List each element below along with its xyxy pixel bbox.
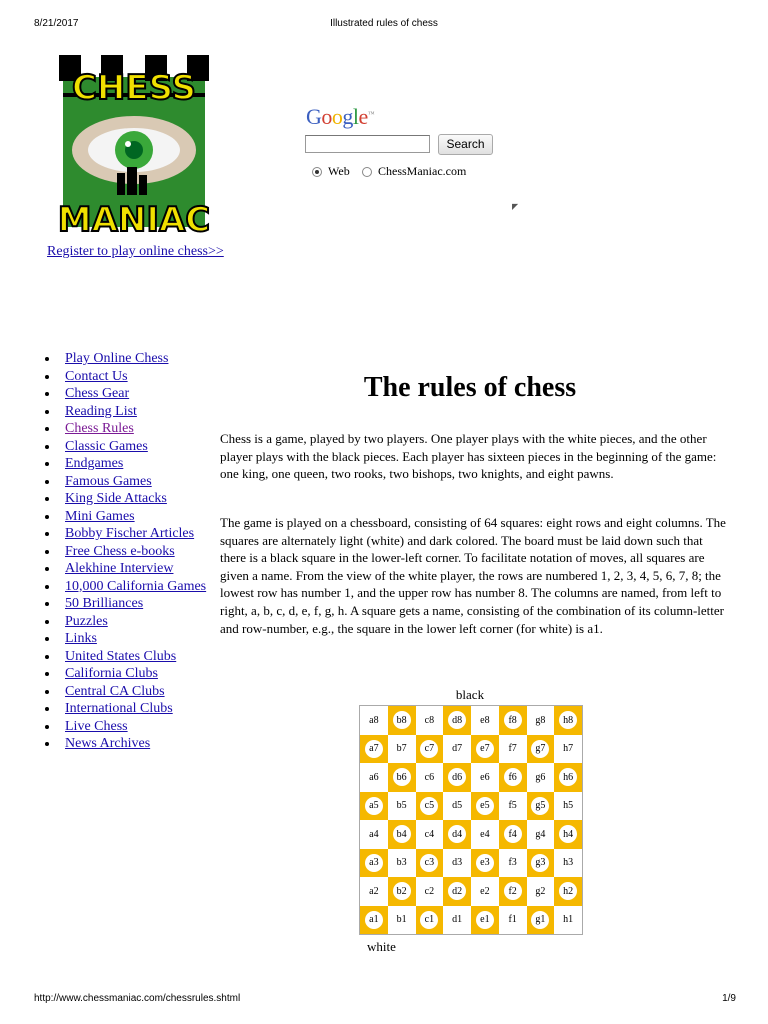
nav-link[interactable]: United States Clubs [65,648,177,664]
site-navigation [45,350,206,753]
nav-list-item [45,508,206,526]
nav-list-item [45,578,206,596]
nav-list-item [45,455,206,473]
board-square [554,849,582,878]
nav-list-item [45,490,206,508]
google-letter: G [306,104,322,129]
square-label: a4 [369,828,379,840]
square-label: e8 [480,714,490,726]
board-square [416,849,444,878]
google-letter: o [321,104,332,129]
square-label: h1 [563,914,574,926]
search-input[interactable] [305,135,430,153]
print-date: 8/21/2017 [34,18,79,29]
board-square [554,820,582,849]
square-label: f5 [508,800,517,812]
board-square [527,877,555,906]
square-label: f4 [504,825,522,843]
square-label: h8 [559,711,577,729]
nav-list-item [45,438,206,456]
board-square [416,763,444,792]
board-square [443,735,471,764]
nav-list-item [45,420,206,438]
nav-list-item [45,735,206,753]
square-label: a7 [365,740,383,758]
square-label: b7 [396,743,407,755]
board-square [388,849,416,878]
square-label: e3 [476,854,494,872]
board-square [360,706,388,735]
square-label: c3 [420,854,438,872]
board-square [360,735,388,764]
nav-link[interactable]: Play Online Chess [65,351,169,366]
nav-list-item [45,718,206,736]
square-label: d1 [452,914,463,926]
square-label: e1 [476,911,494,929]
board-square [360,906,388,935]
board-square [527,792,555,821]
square-label: f8 [504,711,522,729]
square-label: d7 [452,743,463,755]
board-square [416,820,444,849]
board-square [499,763,527,792]
board-square [499,735,527,764]
nav-list-item [45,595,206,613]
square-label: c7 [420,740,438,758]
board-square [416,792,444,821]
board-square [527,706,555,735]
square-label: e6 [480,771,490,783]
board-square [554,792,582,821]
register-link[interactable]: Register to play online chess>> [47,244,224,259]
board-square [499,906,527,935]
chessboard [359,705,583,935]
square-label: e2 [480,885,490,897]
board-square [443,763,471,792]
nav-list-item [45,525,206,543]
google-letter: e [358,104,368,129]
logo-text-bottom: MANIAC [57,200,211,238]
nav-link[interactable]: Classic Games [65,438,148,454]
square-label: g8 [535,714,546,726]
radio-web-indicator[interactable] [312,167,322,177]
square-label: e7 [476,740,494,758]
nav-list-item [45,350,206,368]
board-label-white: white [367,939,396,954]
square-label: c8 [424,714,435,726]
nav-list-item [45,560,206,578]
radio-web-label: Web [328,164,350,178]
google-logo [306,104,374,130]
logo-text-top: CHESS [71,68,197,108]
square-label: b5 [396,800,407,812]
board-square [471,735,499,764]
trademark-mark: ™ [367,109,375,118]
square-label: b1 [396,914,407,926]
nav-list-item [45,700,206,718]
nav-list-item [45,368,206,386]
nav-list-item [45,648,206,666]
board-label-black: black [455,687,485,702]
board-square [416,906,444,935]
nav-link[interactable]: King Side Attacks [65,491,167,506]
nav-list-item [45,473,206,491]
print-page-number: 1/9 [722,993,736,1004]
nav-link[interactable]: Contact Us [65,368,128,384]
nav-link[interactable]: Links [65,631,97,646]
board-square [388,877,416,906]
board-square [388,735,416,764]
nav-link[interactable]: Endgames [65,456,124,471]
square-label: h7 [563,743,574,755]
square-label: a5 [365,797,383,815]
square-label: h3 [563,857,574,869]
nav-list-item [45,613,206,631]
square-label: g1 [531,911,549,929]
square-label: g4 [535,828,546,840]
nav-link[interactable]: Chess Rules [65,421,134,436]
board-square [443,906,471,935]
board-square [388,706,416,735]
nav-list-item [45,683,206,701]
board-square [360,820,388,849]
square-label: b3 [396,857,407,869]
board-square [443,877,471,906]
nav-link[interactable]: News Archives [65,736,151,751]
google-letter: o [331,104,343,129]
square-label: c5 [420,797,438,815]
square-label: g5 [531,797,549,815]
nav-link[interactable]: Alekhine Interview [65,561,174,576]
square-label: h4 [559,825,577,843]
square-label: a8 [369,714,379,726]
nav-link[interactable]: Famous Games [65,473,152,489]
nav-link[interactable]: Central CA Clubs [65,683,165,699]
nav-link[interactable]: International Clubs [65,701,173,716]
nav-list-item [45,665,206,683]
square-label: b8 [393,711,411,729]
board-square [416,735,444,764]
square-label: d5 [452,800,463,812]
nav-link[interactable]: 10,000 California Games [65,578,207,594]
board-square [499,792,527,821]
square-label: d8 [448,711,466,729]
square-label: c2 [424,885,435,897]
square-label: a2 [369,885,379,897]
board-square [471,792,499,821]
print-title: Illustrated rules of chess [330,18,438,29]
board-square [527,849,555,878]
board-square [388,906,416,935]
board-square [471,706,499,735]
nav-link[interactable]: 50 Brilliances [65,596,144,611]
nav-list-item [45,385,206,403]
nav-list-item [45,403,206,421]
board-square [554,706,582,735]
square-label: b2 [393,882,411,900]
board-square [443,820,471,849]
square-label: e4 [480,828,490,840]
board-square [527,763,555,792]
square-label: a1 [365,911,383,929]
square-label: h5 [563,800,574,812]
nav-link[interactable]: Chess Gear [65,386,130,401]
board-square [471,906,499,935]
nav-link[interactable]: Bobby Fischer Articles [65,526,195,541]
board-square [471,877,499,906]
board-square [499,820,527,849]
square-label: d6 [448,768,466,786]
board-square [499,849,527,878]
print-url: http://www.chessmaniac.com/chessrules.shtml [34,993,241,1004]
square-label: a6 [369,771,379,783]
board-square [527,906,555,935]
square-label: b4 [393,825,411,843]
board-square [416,877,444,906]
board-square [554,906,582,935]
square-label: a3 [365,854,383,872]
nav-link[interactable]: Live Chess [65,718,128,734]
nav-link[interactable]: Free Chess e-books [65,543,175,559]
square-label: b6 [393,768,411,786]
nav-link[interactable]: Puzzles [65,613,108,629]
board-square [471,849,499,878]
square-label: f2 [504,882,522,900]
board-square [388,792,416,821]
radio-chessmaniac-indicator[interactable] [362,167,372,177]
board-square [471,763,499,792]
square-label: g6 [535,771,546,783]
square-label: g3 [531,854,549,872]
board-square [388,763,416,792]
google-letter: l [352,104,359,129]
square-label: c6 [424,771,435,783]
square-label: g2 [535,885,546,897]
square-label: f6 [504,768,522,786]
board-square [360,849,388,878]
board-square [499,706,527,735]
board-square [527,820,555,849]
square-label: c1 [420,911,438,929]
nav-list-item [45,630,206,648]
nav-link[interactable]: Reading List [65,403,137,419]
nav-list-item [45,543,206,561]
cursor-icon: ◤ [512,202,519,211]
square-label: f3 [508,857,517,869]
chess-maniac-logo[interactable] [53,55,215,238]
radio-chessmaniac[interactable] [362,164,466,179]
page-title: The rules of chess [363,372,577,403]
nav-link[interactable]: Mini Games [65,508,135,524]
paragraph-board: The game is played on a chessboard, consisting of 64 squares: eight rows and eight columns. The squares are alternately light (white) and dark colored. The board must be laid down such that there is a black square in the lower-left corner. To facilitate notation of moves, all squares are given a name. From the view of the white player, the rows are numbered 1, 2, 3, 4, 5, 6, 7, 8; the lowest row has number 1, and the upper row has number 8. The columns are named, from left to right, a, b, c, d, e, f, g, h. A square gets a name, consisting of the combination of its column-letter and row-number, e.g., the square in the lower left corner (for white) is a1. [220,515,726,636]
board-square [443,706,471,735]
square-label: g7 [531,740,549,758]
board-square [360,877,388,906]
paragraph-intro: Chess is a game, played by two players. One player plays with the white pieces, and the other player plays with the black pieces. Each player has sixteen pieces in the beginning of the game: one king, one queen, two rooks, two bishops, two knights, and eight pawns. [220,431,717,482]
board-square [499,877,527,906]
square-label: c4 [424,828,435,840]
board-square [360,763,388,792]
board-square [527,735,555,764]
board-square [554,735,582,764]
square-label: d3 [452,857,463,869]
radio-web[interactable] [312,164,350,179]
board-square [360,792,388,821]
search-button[interactable]: Search [438,134,493,155]
google-letter: g [342,104,353,129]
square-label: e5 [476,797,494,815]
board-square [554,877,582,906]
square-label: f1 [508,914,517,926]
square-label: d2 [448,882,466,900]
square-label: h6 [559,768,577,786]
radio-chessmaniac-label: ChessManiac.com [378,164,467,178]
square-label: f7 [508,743,517,755]
square-label: h2 [559,882,577,900]
board-square [443,792,471,821]
board-square [471,820,499,849]
square-label: d4 [448,825,466,843]
board-square [388,820,416,849]
board-square [416,706,444,735]
nav-link[interactable]: California Clubs [65,666,158,681]
board-square [443,849,471,878]
board-square [554,763,582,792]
